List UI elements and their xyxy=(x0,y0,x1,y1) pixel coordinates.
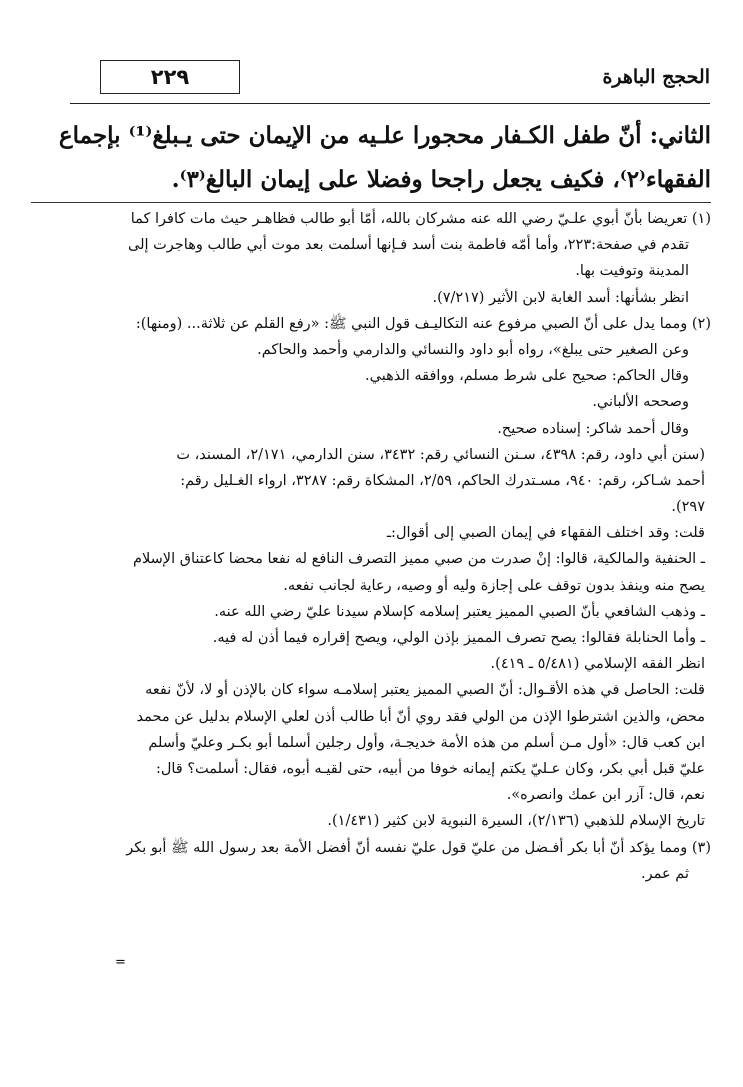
footnote-2-line: وصححه الألباني. xyxy=(592,394,689,411)
footnote-2-line: (سنن أبي داود، رقم: ٤٣٩٨، سـنن النسائي رقم: ٣٤٣٢، سنن الدارمي، ٢/١٧١، المسند، ت xyxy=(176,446,705,463)
page-number: ٢٢٩ xyxy=(100,60,240,94)
footnote-2-line: وعن الصغير حتى يبلغ»، رواه أبو داود والنسائي والدارمي وأحمد والحاكم. xyxy=(257,341,689,358)
footnote-2-line: (٢) ومما يدل على أنّ الصبي مرفوع عنه التكاليـف قول النبي ﷺ: «رفع القلم عن ثلاثة... (ومنها): xyxy=(135,315,711,332)
footnote-2-line: قلت: الحاصل في هذه الأقـوال: أنّ الصبي المميز يعتبر إسلامـه سواء كان بالإذن أو لا، لأنّ نفعه xyxy=(145,682,705,699)
footnote-2-line: عليّ قبل أبي بكر، وكان عـليّ يكتم إيمانه خوفا من أبيه، حتى لقيـه أبوه، فقال: أسلمت؟ قال: xyxy=(155,760,705,777)
footnote-separator xyxy=(31,202,711,203)
footnote-1-line: تقدم في صفحة:٢٢٣، وأما أمّه فاطمة بنت أسد فـإنها أسلمت بعد موت أبي طالب وهاجرت إلى xyxy=(128,237,689,254)
main-paragraph xyxy=(31,114,711,202)
footnote-3-line: (٣) ومما يؤكد أنّ أبا بكر أفـضل من عليّ قول عليّ نفسه أنّ أفضل الأمة بعد رسول الله ﷺ أبو بكر xyxy=(126,839,711,856)
book-title: الحجج الباهرة xyxy=(602,66,710,88)
footnote-2-line: وقال الحاكم: صحيح على شرط مسلم، ووافقه الذهبي. xyxy=(365,368,689,385)
footnote-2-line: أحمد شـاكر، رقم: ٩٤٠، مسـتدرك الحاكم، ٢/٥٩، المشكاة رقم: ٣٢٨٧، ارواء الغـليل رقم: xyxy=(180,472,705,489)
page-header xyxy=(70,58,710,98)
footnote-2-line: ـ وأما الحنابلة فقالوا: يصح تصرف المميز بإذن الولي، ويصح إقراره فيما أذن له فيه. xyxy=(212,630,705,646)
footnote-1-line: (١) تعريضا بأنّ أبوي علـيّ رضي الله عنه مشركان بالله، أمّا أبو طالب فظاهـر حيث مات كافرا كما xyxy=(130,211,711,227)
footnote-2-line: محض، والذين اشترطوا الإذن من الولي فقد روي أنّ أبا طالب أذن لعلي الإسلام بدليل عن محمد xyxy=(136,708,705,725)
footnote-2-line: انظر الفقه الإسلامي (٥/٤٨١ ـ ٤١٩). xyxy=(490,656,705,673)
footnote-2-line: ـ الحنفية والمالكية، قالوا: إنْ صدرت من صبي مميز التصرف النافع له نفعا محضا كاعتناق الإسلام xyxy=(133,551,705,568)
footnote-2-line: يصح منه وينفذ بدون توقف على إجازة وليه أو وصيه، رعاية لجانب نفعه. xyxy=(283,577,705,594)
footnote-1-line: المدينة وتوفيت بها. xyxy=(575,263,689,280)
footnote-2-line: ٢٩٧). xyxy=(671,499,705,516)
footnote-1-line: انظر بشأنها: أسد الغابة لابن الأثير (٧/٢١٧). xyxy=(432,289,689,306)
header-divider xyxy=(70,103,710,104)
footnote-2-line: قلت: وقد اختلف الفقهاء في إيمان الصبي إلى أقوال:ـ xyxy=(386,525,705,542)
stray-mark: = xyxy=(115,955,126,970)
footnotes xyxy=(31,206,711,887)
footnote-2-line: نعم، قال: آزر ابن عمك وانصره». xyxy=(506,787,705,804)
main-line: الثاني: أنّ طفل الكـفار محجورا علـيه من الإيمان حتى يـبلغ⁽¹⁾ بإجماع xyxy=(58,122,711,149)
footnote-3-line: ثم عمر. xyxy=(641,865,689,882)
footnote-2-line: تاريخ الإسلام للذهبي (٢/١٣٦)، السيرة النبوية لابن كثير (١/٤٣١). xyxy=(327,813,705,830)
footnote-2-line: وقال أحمد شاكر: إسناده صحيح. xyxy=(497,420,689,437)
footnote-2-line: ابن كعب قال: «أول مـن أسلم من هذه الأمة خديجـة، وأول رجلين أسلما أبو بكـر وعليّ وأسلم xyxy=(148,734,705,751)
main-line: الفقهاء⁽٢⁾، فكيف يجعل راجحا وفضلا على إيمان البالغ⁽٣⁾. xyxy=(171,166,711,193)
footnote-2-line: ـ وذهب الشافعي بأنّ الصبي المميز يعتبر إسلامه كإسلام سيدنا عليّ رضي الله عنه. xyxy=(214,603,705,620)
